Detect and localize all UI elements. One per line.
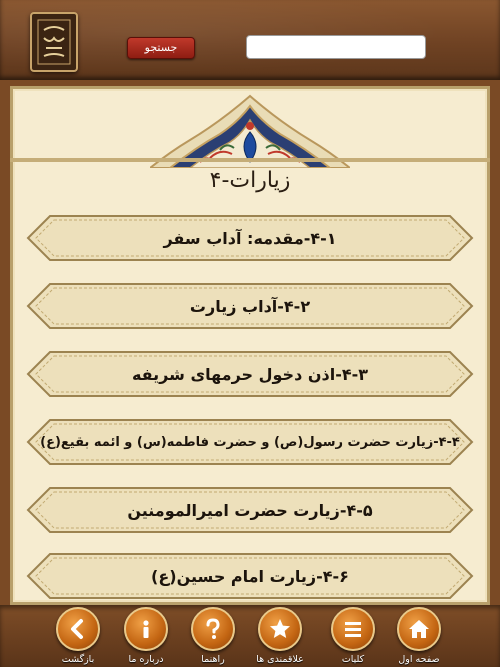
list-item-label: ۴-۵-زیارت حضرت امیرالمومنین	[127, 500, 373, 520]
back-icon	[56, 607, 100, 651]
info-icon	[124, 607, 168, 651]
search-input[interactable]	[246, 35, 426, 59]
list-item[interactable]	[26, 282, 474, 330]
nav-label: بازگشت	[61, 654, 95, 665]
help-button[interactable]	[180, 607, 246, 667]
nav-label: علاقمندی ها	[256, 654, 304, 665]
list-item-label: ۴-۶-زیارت امام حسین(ع)	[151, 566, 349, 586]
nav-label: کلیات	[341, 654, 365, 665]
list-item[interactable]	[26, 552, 474, 600]
nav-label: صفحه اول	[398, 654, 440, 665]
search-button[interactable]: جستجو	[127, 37, 195, 59]
home-icon	[397, 607, 441, 651]
help-icon	[191, 607, 235, 651]
back-button[interactable]	[45, 607, 111, 667]
list-item-label: ۴-۲-آداب زیارت	[189, 296, 311, 316]
paper-panel	[10, 86, 490, 605]
favorites-button[interactable]	[247, 607, 313, 667]
list-item-label: ۴-۱-مقدمه: آداب سفر	[163, 228, 337, 248]
star-icon	[258, 607, 302, 651]
list-icon	[331, 607, 375, 651]
content-area	[0, 80, 500, 605]
list-item-label: ۴-۴-زیارت حضرت رسول(ص) و حضرت فاطمه(س) و ائمه بقیع(ع)	[40, 434, 460, 450]
about-button[interactable]	[113, 607, 179, 667]
ornament-arch-icon	[150, 92, 350, 168]
list-item[interactable]	[26, 486, 474, 534]
overview-button[interactable]	[320, 607, 386, 667]
list-item[interactable]	[26, 418, 474, 466]
section-title: ۴-زیارات	[209, 168, 291, 193]
list-item[interactable]	[26, 350, 474, 398]
nav-label: راهنما	[201, 654, 225, 665]
home-button[interactable]	[386, 607, 452, 667]
list-item-label: ۴-۳-اذن دخول حرمهای شریفه	[131, 364, 369, 384]
nav-label: درباره ما	[128, 654, 164, 665]
list-item[interactable]	[26, 214, 474, 262]
app-logo	[30, 12, 78, 72]
header-bar	[0, 0, 500, 80]
bottom-nav	[0, 605, 500, 667]
